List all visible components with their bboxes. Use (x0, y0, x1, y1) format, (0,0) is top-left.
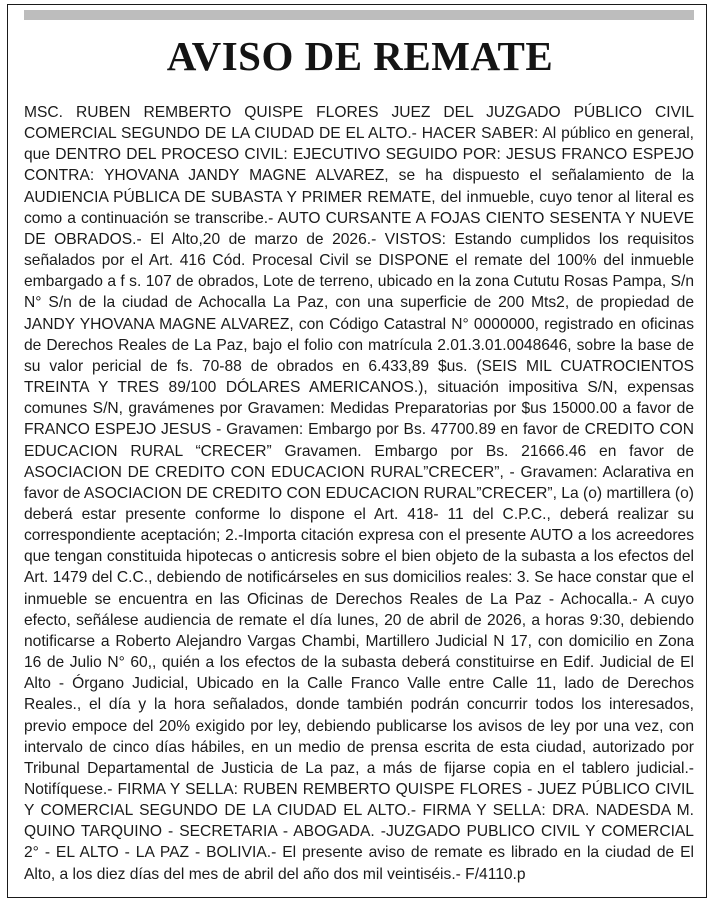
header-rule (24, 10, 694, 20)
notice-body: MSC. RUBEN REMBERTO QUISPE FLORES JUEZ DEL JUZGADO PÚBLICO CIVIL COMERCIAL SEGUNDO DE LA CIUDAD DE EL ALTO.- HACER SABER: Al público en general, que DENTRO DEL PROCESO CIVIL: EJECUTIVO SEGUIDO POR: JESUS FRANCO ESPEJO CONTRA: YHOVANA JANDY MAGNE ALVAREZ, se ha dispuesto el señalamiento de la AUDIENCIA PÚBLICA DE SUBASTA Y PRIMER REMATE, del inmueble, cuyo tenor al literal es como a continuación se transcribe.- AUTO CURSANTE A FOJAS CIENTO SESENTA Y NUEVE DE OBRADOS.- El Alto,20 de marzo de 2026.- VISTOS: Estando cumplidos los requisitos señalados por el Art. 416 Cód. Procesal Civil se DISPONE el remate del 100% del inmueble embargado a f s. 107 de obrados, Lote de terreno, ubicado en la zona Cututu Rosas Pampa, S/n N° S/n de la ciudad de Achocalla La Paz, con una superficie de 200 Mts2, de propiedad de JANDY YHOVANA MAGNE ALVAREZ, con Código Catastral N° 0000000, registrado en oficinas de Derechos Reales de La Paz, bajo el folio con matrícula 2.01.3.01.0048646, sobre la base de su valor pericial de fs. 70-88 de obrados en 6.433,89 $us. (SEIS MIL CUATROCIENTOS TREINTA Y TRES 89/100 DÓLARES AMERICANOS.), situación impositiva S/N, expensas comunes S/N, gravámenes por Gravamen: Medidas Preparatorias por $us 15000.00 a favor de FRANCO ESPEJO JESUS - Gravamen: Embargo por Bs. 47700.89 en favor de CREDITO CON EDUCACION RURAL “CRECER” Gravamen. Embargo por Bs. 21666.46 en favor de ASOCIACION DE CREDITO CON EDUCACION RURAL”CRECER”, - Gravamen: Aclarativa en favor de ASOCIACION DE CREDITO CON EDUCACION RURAL”CRECER”, La (o) martillera (o) deberá estar presente conforme lo dispone el Art. 418- 11 del C.P.C., deberá realizar su correspondiente aceptación; 2.-Importa citación expresa con el presente AUTO a los acreedores que tengan constituida hipotecas o anticresis sobre el bien objeto de la subasta a los efectos del Art. 1479 del C.C., debiendo de notificárseles en sus domicilios reales: 3. Se hace constar que el inmueble se encuentra en las Oficinas de Derechos Reales de La Paz - Achocalla.- A cuyo efecto, señálese audiencia de remate el día lunes, 20 de abril de 2026, a horas 9:30, debiendo notificarse a Roberto Alejandro Vargas Chambi, Martillero Judicial N 17, con domicilio en Zona 16 de Julio N° 60,, quién a los efectos de la subasta deberá constituirse en Edif. Judicial de El Alto - Órgano Judicial, Ubicado en la Calle Franco Valle entre Calle 11, lado de Derechos Reales., el día y la hora señalados, donde también podrán concurrir todos los interesados, previo empoce del 20% exigido por ley, debiendo publicarse los avisos de ley por una vez, con intervalo de cinco días hábiles, en un medio de prensa escrita de esta ciudad, autorizado por Tribunal Departamental de Justicia de La paz, a más de fijarse copia en el tablero judicial.- Notifíquese.- FIRMA Y SELLA: RUBEN REMBERTO QUISPE FLORES - JUEZ PÚBLICO CIVIL Y COMERCIAL SEGUNDO DE LA CIUDAD EL ALTO.- FIRMA Y SELLA: DRA. NADESDA M. QUINO TARQUINO - SECRETARIA - ABOGADA. -JUZGADO PUBLICO CIVIL Y COMERCIAL 2° - EL ALTO - LA PAZ - BOLIVIA.- El presente aviso de remate es librado en la ciudad de El Alto, a los diez días del mes de abril del año dos mil veintiséis.- F/4110.p (24, 104, 694, 883)
notice-title: AVISO DE REMATE (166, 33, 554, 79)
